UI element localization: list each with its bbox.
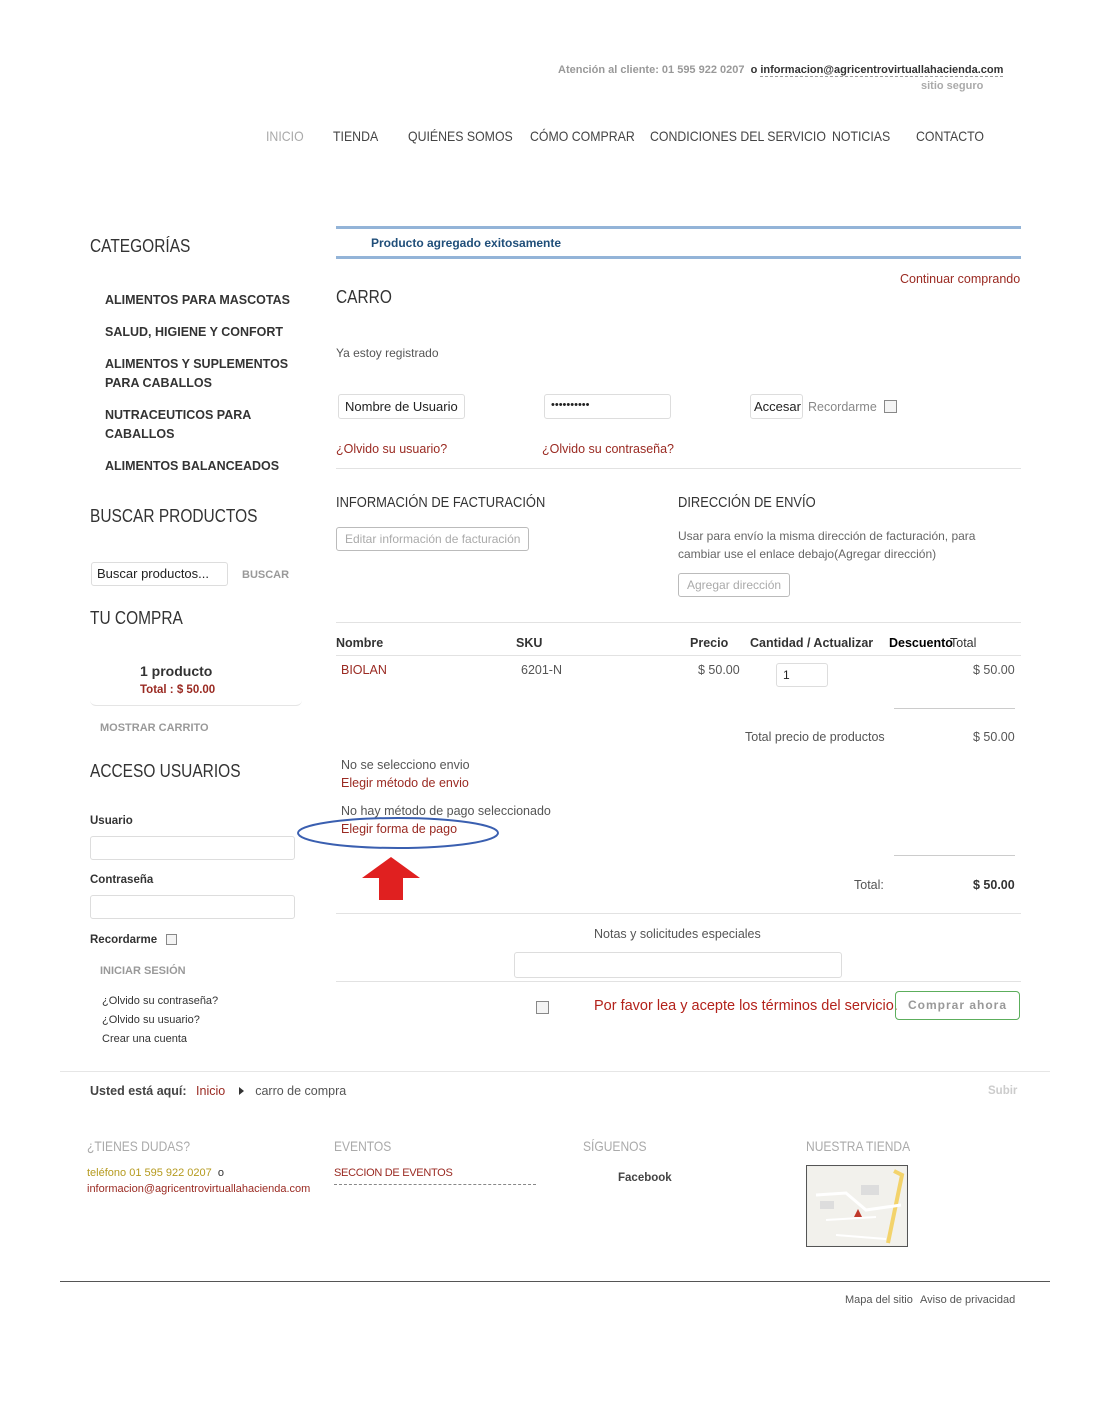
category-mascotas[interactable]: ALIMENTOS PARA MASCOTAS (105, 293, 290, 307)
show-cart-button[interactable]: MOSTRAR CARRITO (100, 722, 209, 734)
search-input[interactable]: Buscar productos... (91, 562, 228, 586)
divider (336, 468, 1021, 469)
nav-contacto[interactable]: CONTACTO (916, 128, 984, 144)
footer-phone: teléfono 01 595 922 0207 (87, 1167, 212, 1179)
divider (894, 855, 1015, 856)
privacy-link[interactable]: Aviso de privacidad (920, 1294, 1016, 1306)
footer-email-link[interactable]: informacion@agricentrovirtuallahacienda.com (87, 1183, 311, 1195)
total-label: Total: (854, 878, 884, 892)
table-header-divider (336, 655, 1021, 656)
secure-site-label: sitio seguro (921, 80, 984, 92)
quantity-input[interactable]: 1 (776, 663, 828, 687)
shipping-title: DIRECCIÓN DE ENVÍO (678, 494, 816, 511)
product-total: $ 50.00 (973, 663, 1015, 677)
edit-billing-button[interactable]: Editar información de facturación (336, 527, 529, 551)
shipping-text: Usar para envío la misma dirección de facturación, para cambiar use el enlace debajo(Agregar dirección) (678, 529, 976, 561)
success-message-box (336, 226, 1021, 259)
nav-como-comprar[interactable]: CÓMO COMPRAR (530, 128, 635, 144)
purchase-total: Total : $ 50.00 (140, 684, 216, 696)
category-salud[interactable]: SALUD, HIGIENE Y CONFORT (105, 325, 284, 339)
no-shipping-text: No se selecciono envio (341, 758, 470, 772)
products-total-value: $ 50.00 (973, 730, 1015, 744)
col-header-total: Total (950, 636, 977, 650)
category-caballos[interactable]: ALIMENTOS Y SUPLEMENTOS PARA CABALLOS (105, 357, 289, 390)
billing-title: INFORMACIÓN DE FACTURACIÓN (336, 494, 546, 511)
forgot-user-link[interactable]: ¿Olvido su usuario? (336, 442, 448, 456)
divider (336, 913, 1021, 914)
support-email-link[interactable]: informacion@agricentrovirtuallahacienda.com (760, 64, 1004, 76)
remember-label: Recordarme (808, 400, 877, 414)
divider (894, 708, 1015, 709)
annotation-arrow-up (360, 856, 422, 902)
footer-divider (60, 1281, 1050, 1282)
footer-store-title: NUESTRA TIENDA (806, 1138, 911, 1154)
search-button[interactable]: BUSCAR (242, 569, 290, 581)
breadcrumb-home-link[interactable]: Inicio (196, 1084, 226, 1098)
divider (60, 1071, 1050, 1072)
breadcrumb (90, 1084, 346, 1098)
breadcrumb-separator-icon (239, 1087, 244, 1095)
terms-text[interactable]: Por favor lea y acepte los términos del servicio. (594, 998, 898, 1014)
purchase-title: TU COMPRA (90, 608, 183, 628)
or-text: o (750, 64, 758, 76)
col-header-sku: SKU (516, 636, 543, 650)
products-total-label: Total precio de productos (745, 730, 885, 744)
nav-quienes-somos[interactable]: QUIÉNES SOMOS (408, 128, 513, 144)
category-nutraceuticos[interactable]: NUTRACEUTICOS PARA CABALLOS (105, 408, 251, 441)
support-phone: Atención al cliente: 01 595 922 0207 o informacion@agricentrovirtuallahacienda.com (558, 64, 1004, 76)
nav-noticias[interactable]: NOTICIAS (832, 128, 891, 144)
user-label: Usuario (90, 815, 133, 827)
password-label: Contraseña (90, 874, 154, 886)
facebook-link[interactable]: Facebook (618, 1172, 672, 1184)
username-input[interactable]: Nombre de Usuario (338, 394, 465, 419)
sitemap-link[interactable]: Mapa del sitio (845, 1294, 913, 1306)
choose-payment-link[interactable]: Elegir forma de pago (341, 822, 458, 836)
registered-text: Ya estoy registrado (336, 346, 439, 360)
nav-inicio[interactable]: INICIO (266, 128, 304, 144)
footer-contact (87, 1167, 224, 1179)
search-title: BUSCAR PRODUCTOS (90, 506, 258, 526)
annotation-ellipse (296, 812, 506, 852)
product-price: $ 50.00 (698, 663, 740, 677)
sidebar-forgot-user[interactable]: ¿Olvido su usuario? (102, 1014, 200, 1026)
category-balanceados[interactable]: ALIMENTOS BALANCEADOS (105, 459, 280, 473)
success-message: Producto agregado exitosamente (371, 236, 562, 250)
breadcrumb-current: carro de compra (255, 1084, 347, 1098)
create-account-link[interactable]: Crear una cuenta (102, 1033, 187, 1045)
sidebar-user-input[interactable] (90, 836, 295, 860)
login-title: ACCESO USUARIOS (90, 761, 241, 781)
purchase-box (90, 655, 302, 706)
back-to-top-link[interactable]: Subir (988, 1085, 1018, 1097)
nav-condiciones[interactable]: CONDICIONES DEL SERVICIO (650, 128, 826, 144)
sidebar-remember-checkbox[interactable] (166, 934, 177, 945)
password-input[interactable]: •••••••••• (544, 394, 671, 419)
cart-title: CARRO (336, 287, 392, 307)
footer-events-link[interactable]: SECCION DE EVENTOS (334, 1167, 536, 1185)
col-header-qty: Cantidad / Actualizar (750, 636, 874, 650)
divider (336, 981, 1021, 982)
col-header-discount: Descuento (889, 636, 953, 650)
product-name-link[interactable]: BIOLAN (341, 663, 387, 677)
terms-checkbox[interactable] (536, 1001, 549, 1014)
footer-events-title: EVENTOS (334, 1138, 392, 1154)
total-value: $ 50.00 (973, 878, 1015, 892)
product-sku: 6201-N (521, 663, 562, 677)
continue-shopping-link[interactable]: Continuar comprando (900, 272, 1021, 286)
sidebar-forgot-password[interactable]: ¿Olvido su contraseña? (102, 995, 219, 1007)
remember-checkbox[interactable] (884, 400, 897, 413)
choose-shipping-link[interactable]: Elegir método de envio (341, 776, 469, 790)
categories-title: CATEGORÍAS (90, 236, 191, 256)
buy-now-button[interactable]: Comprar ahora (895, 991, 1020, 1020)
forgot-password-link[interactable]: ¿Olvido su contraseña? (542, 442, 675, 456)
col-header-price: Precio (690, 636, 729, 650)
sidebar-password-input[interactable] (90, 895, 295, 919)
col-header-name: Nombre (336, 636, 384, 650)
breadcrumb-prefix: Usted está aquí: (90, 1084, 187, 1098)
divider (336, 622, 1021, 623)
footer-or: o (217, 1167, 224, 1179)
no-payment-text: No hay método de pago seleccionado (341, 804, 551, 818)
login-button[interactable]: INICIAR SESIÓN (100, 965, 186, 977)
store-map-thumbnail[interactable] (806, 1165, 908, 1247)
nav-tienda[interactable]: TIENDA (333, 128, 379, 144)
notes-textarea[interactable] (514, 952, 842, 978)
add-address-button[interactable]: Agregar dirección (678, 573, 790, 597)
footer-doubts-title: ¿TIENES DUDAS? (87, 1138, 191, 1154)
purchase-count: 1 producto (140, 663, 213, 679)
sidebar-remember-label: Recordarme (90, 934, 158, 946)
footer-follow-title: SÍGUENOS (583, 1138, 647, 1154)
notes-label: Notas y solicitudes especiales (594, 927, 761, 941)
access-button[interactable]: Accesar (750, 394, 803, 419)
